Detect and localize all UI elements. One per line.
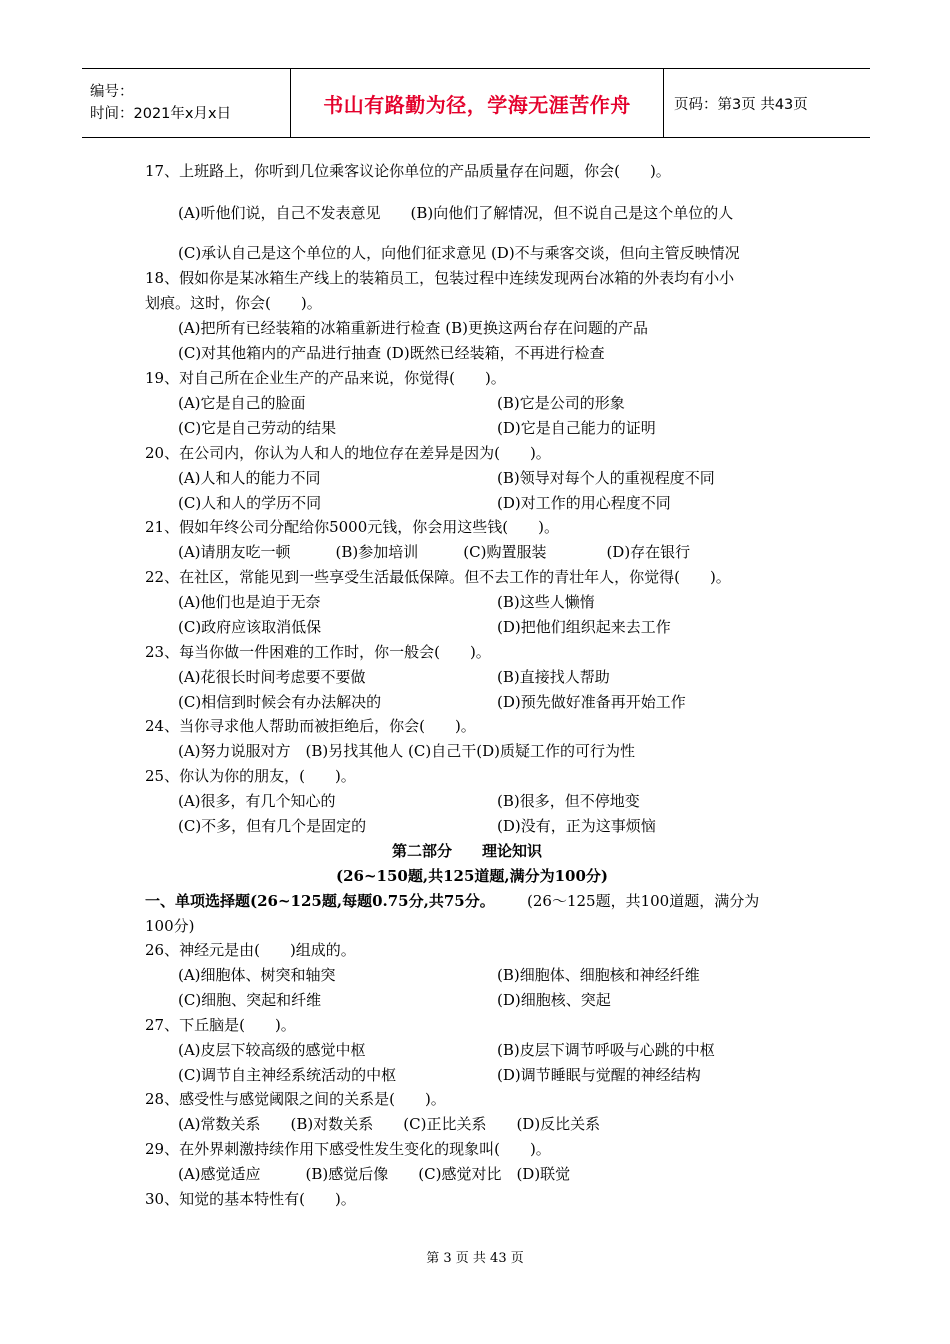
option-d: (D)它是自己能力的证明 <box>497 419 656 437</box>
option-line: (A)常数关系 (B)对数关系 (C)正比关系 (D)反比关系 <box>178 1115 601 1133</box>
option-a: (A)皮层下较高级的感觉中枢 <box>178 1041 366 1059</box>
question-22: 22、在社区，常能见到一些享受生活最低保障。但不去工作的青壮年人，你觉得( )。 <box>145 568 731 586</box>
page-footer: 第 3 页 共 43 页 <box>426 1251 524 1266</box>
option-b: (B)领导对每个人的重视程度不同 <box>497 469 715 487</box>
option-a: (A)细胞体、树突和轴突 <box>178 966 336 984</box>
option-c: (C)相信到时候会有办法解决的 <box>178 693 382 711</box>
option-b: (B)很多，但不停地变 <box>497 792 640 810</box>
option-c: (C)政府应该取消低保 <box>178 618 322 636</box>
option-d: (D)调节睡眠与觉醒的神经结构 <box>497 1066 701 1084</box>
option-c: (C)人和人的学历不同 <box>178 494 322 512</box>
question-17: 17、上班路上，你听到几位乘客议论你单位的产品质量存在问题，你会( )。 <box>145 162 671 180</box>
question-25: 25、你认为你的朋友，( )。 <box>145 767 356 785</box>
option-a: (A)人和人的能力不同 <box>178 469 321 487</box>
option-b: (B)直接找人帮助 <box>497 668 610 686</box>
option-b: (B)皮层下调节呼吸与心跳的中枢 <box>497 1041 715 1059</box>
option-a: (A)它是自己的脸面 <box>178 394 306 412</box>
question-27: 27、下丘脑是( )。 <box>145 1016 296 1034</box>
question-20: 20、在公司内，你认为人和人的地位存在差异是因为( )。 <box>145 444 551 462</box>
section-subtitle: (26~150题,共125道题,满分为100分) <box>336 867 609 885</box>
question-18-cont: 划痕。这时，你会( )。 <box>145 294 322 312</box>
option-line: (C)对其他箱内的产品进行抽查 (D)既然已经装箱，不再进行检查 <box>178 344 605 362</box>
time-label: 时间：2021年x月x日 <box>90 106 232 122</box>
option-c: (C)不多，但有几个是固定的 <box>178 817 367 835</box>
subsection-note-cont: 100分) <box>145 917 195 935</box>
option-c: (C)调节自主神经系统活动的中枢 <box>178 1066 397 1084</box>
option-d: (D)预先做好准备再开始工作 <box>497 693 686 711</box>
header-motto <box>291 69 664 137</box>
option-line: (C)承认自己是这个单位的人，向他们征求意见 (D)不与乘客交谈，但向主管反映情况 <box>178 244 740 262</box>
option-d: (D)没有，正为这事烦恼 <box>497 817 656 835</box>
option-c: (C)它是自己劳动的结果 <box>178 419 337 437</box>
option-a: (A)他们也是迫于无奈 <box>178 593 321 611</box>
question-26: 26、神经元是由( )组成的。 <box>145 941 356 959</box>
option-d: (D)细胞核、突起 <box>497 991 611 1009</box>
subsection-heading: 一、单项选择题(26~125题,每题0.75分,共75分。 <box>145 892 495 910</box>
option-line: (A)听他们说，自己不发表意见 (B)向他们了解情况，但不说自己是这个单位的人 <box>178 204 734 222</box>
code-label: 编号： <box>90 84 134 100</box>
question-21: 21、假如年终公司分配给你5000元钱，你会用这些钱( )。 <box>145 518 559 536</box>
question-28: 28、感受性与感觉阈限之间的关系是( )。 <box>145 1090 446 1108</box>
question-18: 18、假如你是某冰箱生产线上的装箱员工，包装过程中连续发现两台冰箱的外表均有小小 <box>145 269 735 287</box>
section-title: 第二部分 理论知识 <box>392 842 543 860</box>
option-b: (B)细胞体、细胞核和神经纤维 <box>497 966 700 984</box>
option-c: (C)细胞、突起和纤维 <box>178 991 322 1009</box>
document-header <box>82 68 870 138</box>
option-a: (A)花很长时间考虑要不要做 <box>178 668 366 686</box>
page-label: 页码：第3页 共43页 <box>674 96 808 113</box>
option-d: (D)对工作的用心程度不同 <box>497 494 671 512</box>
option-line: (A)请朋友吃一顿 (B)参加培训 (C)购置服装 (D)存在银行 <box>178 543 691 561</box>
question-29: 29、在外界刺激持续作用下感受性发生变化的现象叫( )。 <box>145 1140 551 1158</box>
option-line: (A)努力说服对方 (B)另找其他人 (C)自己干(D)质疑工作的可行为性 <box>178 742 635 760</box>
option-line: (A)感觉适应 (B)感觉后像 (C)感觉对比 (D)联觉 <box>178 1165 571 1183</box>
motto-text: 书山有路勤为径，学海无涯苦作舟 <box>323 92 631 117</box>
question-23: 23、每当你做一件困难的工作时，你一般会( )。 <box>145 643 491 661</box>
option-d: (D)把他们组织起来去工作 <box>497 618 671 636</box>
option-b: (B)这些人懒惰 <box>497 593 595 611</box>
option-line: (A)把所有已经装箱的冰箱重新进行检查 (B)更换这两台存在问题的产品 <box>178 319 649 337</box>
question-24: 24、当你寻求他人帮助而被拒绝后，你会( )。 <box>145 717 476 735</box>
question-19: 19、对自己所在企业生产的产品来说，你觉得( )。 <box>145 369 506 387</box>
question-30: 30、知觉的基本特性有( )。 <box>145 1190 356 1208</box>
header-meta <box>82 69 291 137</box>
option-a: (A)很多，有几个知心的 <box>178 792 336 810</box>
option-b: (B)它是公司的形象 <box>497 394 625 412</box>
header-page <box>664 69 808 137</box>
subsection-note: (26～125题，共100道题，满分为 <box>527 892 760 910</box>
